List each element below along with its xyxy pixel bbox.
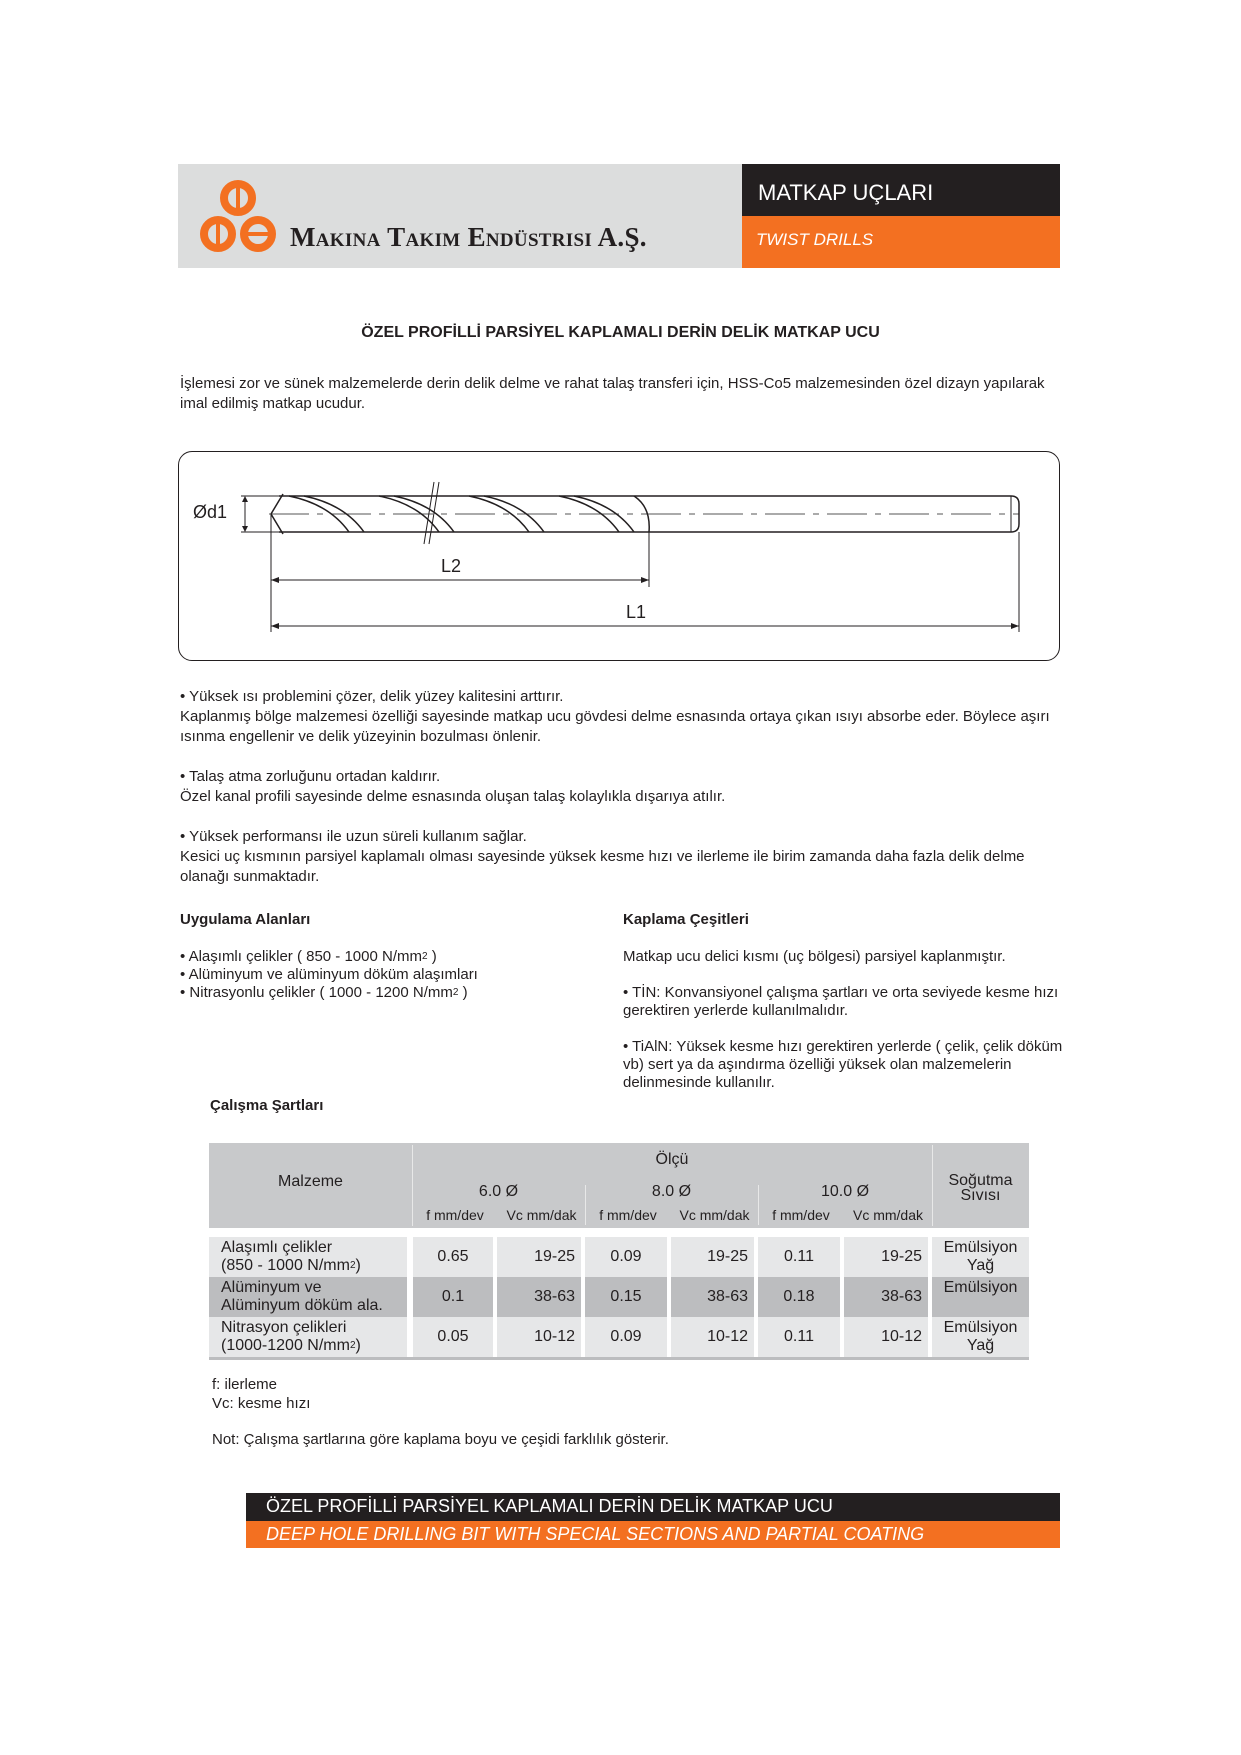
sub-vc: Vc mm/dak (506, 1207, 577, 1223)
coatings-heading: Kaplama Çeşitleri (623, 911, 749, 928)
footer-title-tr: ÖZEL PROFİLLİ PARSİYEL KAPLAMALI DERİN DELİK MATKAP UCU (246, 1493, 1060, 1521)
feature-1-heading: • Yüksek ısı problemini çözer, delik yüzey kalitesini arttırır. (180, 688, 564, 705)
value-cell: 0.15 (585, 1277, 667, 1317)
application-item: • Alaşımlı çelikler ( 850 - 1000 $N/mm^2$ ) (180, 948, 437, 965)
value-cell: 10-12 (497, 1317, 581, 1357)
dim-label-l1: L1 (626, 602, 647, 622)
dim-label-l2: L2 (441, 556, 462, 576)
value-cell: 0.11 (758, 1317, 840, 1357)
sub-vc: Vc mm/dak (852, 1207, 923, 1223)
sub-f: f mm/dev (772, 1207, 830, 1223)
coolant-cell: Emülsiyon (932, 1277, 1029, 1317)
company-logo-icon (198, 176, 278, 256)
value-cell: 38-63 (671, 1277, 754, 1317)
drill-drawing-frame (178, 451, 1060, 661)
coolant-cell: Emülsiyon Yağ (932, 1237, 1029, 1277)
coatings-intro: Matkap ucu delici kısmı (uç bölgesi) parsiyel kaplanmıştır. (623, 948, 1006, 965)
value-cell: 0.18 (758, 1277, 840, 1317)
legend (212, 1375, 310, 1413)
material-cell: Alaşımlı çelikler (850 - 1000 $N/mm^2$) (209, 1237, 407, 1277)
size-6: 6.0 Ø (478, 1183, 519, 1200)
value-cell: 19-25 (671, 1237, 754, 1277)
drill-diagram-icon (179, 452, 1061, 662)
coating-tin: • TİN: Konvansiyonel çalışma şartları ve orta seviyede kesme hızı gerektiren yerlerde kullanılmalıdır. (623, 984, 1059, 1019)
sub-f: f mm/dev (426, 1207, 484, 1223)
feature-3 (180, 827, 1065, 887)
category-title: MATKAP UÇLARI (742, 164, 1060, 216)
value-cell: 0.1 (413, 1277, 493, 1317)
table-row (209, 1237, 1029, 1277)
table-row (209, 1317, 1029, 1360)
coolant-cell: Emülsiyon Yağ (932, 1317, 1029, 1357)
applications-section (180, 911, 600, 1002)
value-cell: 19-25 (497, 1237, 581, 1277)
feature-2-heading: • Talaş atma zorluğunu ortadan kaldırır. (180, 768, 441, 785)
feature-2-text: Özel kanal profili sayesinde delme esnasında oluşan talaş kolaylıkla dışarıya atılır. (180, 788, 726, 805)
category-subtitle: TWIST DRILLS (742, 216, 1060, 268)
value-cell: 0.09 (585, 1317, 667, 1357)
col-material: Malzeme (278, 1173, 343, 1190)
coatings-section (623, 911, 1063, 1092)
feature-3-heading: • Yüksek performansı ile uzun süreli kullanım sağlar. (180, 828, 527, 845)
page-title: ÖZEL PROFİLLİ PARSİYEL KAPLAMALI DERİN DELİK MATKAP UCU (361, 324, 880, 341)
value-cell: 19-25 (844, 1237, 928, 1277)
size-8: 8.0 Ø (651, 1183, 692, 1200)
application-item: • Alüminyum ve alüminyum döküm alaşımları (180, 966, 478, 983)
note-text: Not: Çalışma şartlarına göre kaplama boyu ve çeşidi farklılık gösterir. (212, 1431, 669, 1448)
feature-2 (180, 767, 1065, 807)
col-size: Ölçü (655, 1151, 689, 1168)
table-row (209, 1277, 1029, 1317)
coating-tialn: • TiAlN: Yüksek kesme hızı gerektiren yerlerde ( çelik, çelik döküm vb) sert ya da aşındırma özelliği yüksek olan malzemelerin delinmesinde kullanılır. (623, 1038, 1063, 1091)
material-cell: Nitrasyon çelikleri (1000-1200 $N/mm^2$) (209, 1317, 407, 1357)
company-name: Makina Takım Endüstrisi A.Ş. (290, 222, 647, 252)
legend-f: f: ilerleme (212, 1376, 278, 1393)
table-header (209, 1143, 1029, 1228)
value-cell: 0.65 (413, 1237, 493, 1277)
dim-label-d1: Ød1 (193, 502, 228, 522)
value-cell: 10-12 (671, 1317, 754, 1357)
material-cell: Alüminyum ve Alüminyum döküm ala. (209, 1277, 407, 1317)
value-cell: 38-63 (497, 1277, 581, 1317)
value-cell: 0.11 (758, 1237, 840, 1277)
col-coolant: Soğutma Sıvısı (948, 1172, 1013, 1204)
feature-1-text: Kaplanmış bölge malzemesi özelliği sayesinde matkap ucu gövdesi delme esnasında ortaya çıkan ısıyı absorbe eder. Böylece aşırı ısınma engellenir ve delik yüzeyinin bozulması önlenir. (180, 708, 1050, 745)
value-cell: 0.05 (413, 1317, 493, 1357)
applications-heading: Uygulama Alanları (180, 911, 311, 928)
intro-text: İşlemesi zor ve sünek malzemelerde derin delik delme ve rahat talaş transferi için, HSS-Co5 malzemesinden özel dizayn yapılarak imal edilmiş matkap ucudur. (180, 375, 1045, 412)
sub-f: f mm/dev (599, 1207, 657, 1223)
legend-vc: Vc: kesme hızı (212, 1395, 311, 1412)
footer-title-en: DEEP HOLE DRILLING BIT WITH SPECIAL SECTIONS AND PARTIAL COATING (246, 1521, 1060, 1548)
applications-list (180, 948, 600, 1002)
feature-3-text: Kesici uç kısmının parsiyel kaplamalı olması sayesinde yüksek kesme hızı ve ilerleme ile birim zamanda daha fazla delik delme olanağı sunmaktadır. (180, 848, 1025, 885)
size-10: 10.0 Ø (820, 1183, 870, 1200)
application-item: • Nitrasyonlu çelikler ( 1000 - 1200 $N/mm^2$ ) (180, 984, 468, 1001)
value-cell: 38-63 (844, 1277, 928, 1317)
feature-1 (180, 687, 1065, 747)
value-cell: 10-12 (844, 1317, 928, 1357)
value-cell: 0.09 (585, 1237, 667, 1277)
sub-vc: Vc mm/dak (679, 1207, 750, 1223)
conditions-heading: Çalışma Şartları (210, 1097, 324, 1114)
